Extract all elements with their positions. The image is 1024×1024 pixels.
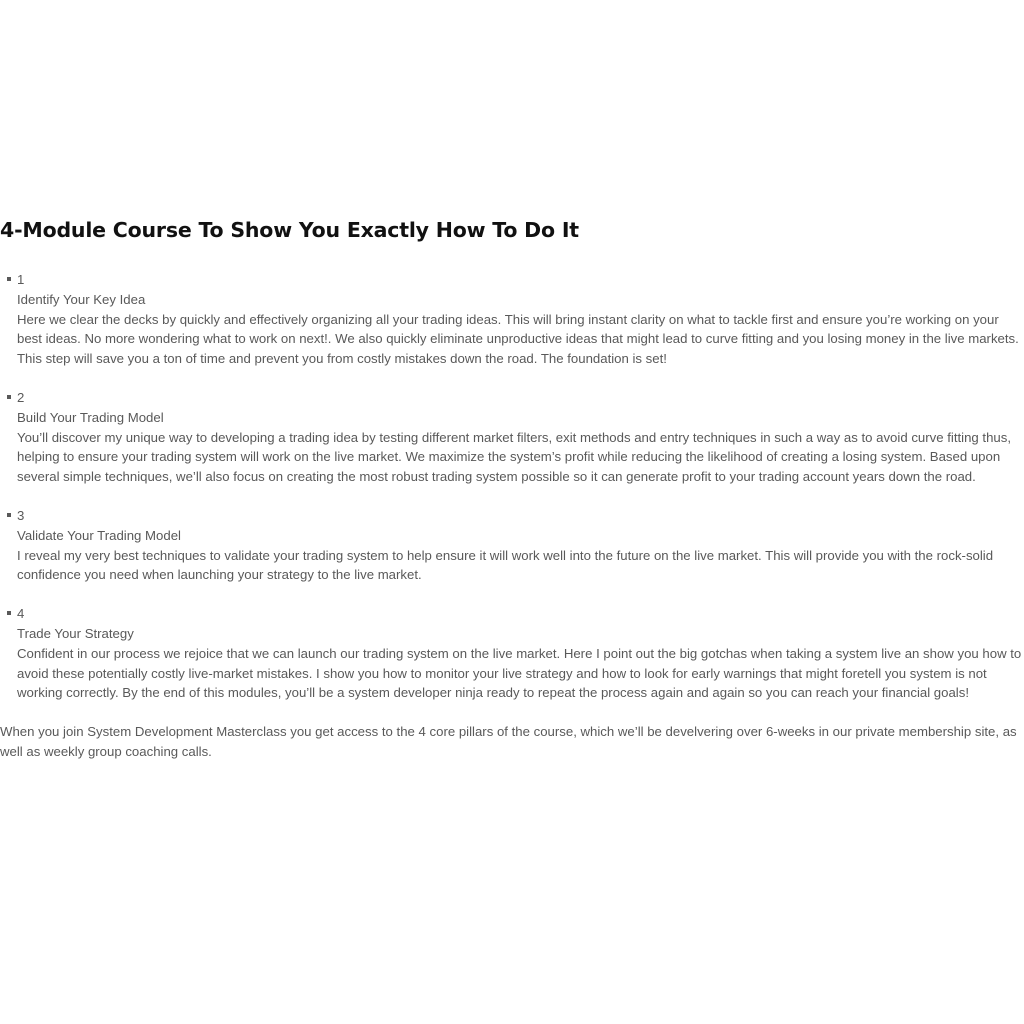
module-item-1 bbox=[0, 270, 1024, 369]
square-bullet-icon bbox=[7, 513, 11, 517]
section-heading: 4-Module Course To Show You Exactly How To Do It bbox=[0, 218, 579, 242]
module-number: 4 bbox=[17, 606, 25, 622]
module-number: 2 bbox=[17, 389, 25, 405]
module-title: Trade Your Strategy bbox=[17, 625, 134, 641]
square-bullet-icon bbox=[7, 395, 11, 399]
module-title: Identify Your Key Idea bbox=[17, 291, 146, 307]
module-item-2 bbox=[0, 388, 1024, 487]
closing-paragraph: When you join System Development Masterclass you get access to the 4 core pillars of the course, which we’ll be develvering over 6-weeks in our private membership site, as well as weekly group coaching calls. bbox=[0, 724, 1017, 759]
module-title: Validate Your Trading Model bbox=[17, 527, 181, 543]
module-list bbox=[0, 270, 1024, 703]
course-section bbox=[0, 214, 1024, 762]
square-bullet-icon bbox=[7, 611, 11, 615]
module-item-3 bbox=[0, 506, 1024, 585]
module-description: Confident in our process we rejoice that we can launch our trading system on the live market. Here I point out the big gotchas when taking a system live an show you how to avoid these potentially costly live-market mistakes. I show you how to monitor your live strategy and how to look for early warnings that might foretell you system is not working correctly. By the end of this modules, you’ll be a system developer ninja ready to repeat the process again and again so you can reach your financial goals! bbox=[17, 645, 1022, 701]
module-number: 1 bbox=[17, 272, 25, 287]
module-description: I reveal my very best techniques to validate your trading system to help ensure it will work well into the future on the live market. This will provide you with the rock-solid confidence you need when launching your strategy to the live market. bbox=[17, 547, 994, 583]
square-bullet-icon bbox=[7, 277, 11, 281]
module-number: 3 bbox=[17, 507, 25, 523]
module-description: Here we clear the decks by quickly and effectively organizing all your trading ideas. This will bring instant clarity on what to tackle first and ensure you’re working on your best ideas. No more wondering what to work on next!. We also quickly eliminate unproductive ideas that might lead to curve fitting and you losing money in the live markets. This step will save you a ton of time and prevent you from costly mistakes down the road. The foundation is set! bbox=[17, 311, 1019, 367]
module-title: Build Your Trading Model bbox=[17, 409, 164, 425]
module-description: You’ll discover my unique way to developing a trading idea by testing different market filters, exit methods and entry techniques in such a way as to avoid curve fitting thus, helping to ensure your trading system will work on the live market. We maximize the system’s profit while reducing the likelihood of creating a losing system. Based upon several simple techniques, we’ll also focus on creating the most robust trading system possible so it can generate profit to your trading account years down the road. bbox=[17, 429, 1012, 485]
module-item-4 bbox=[0, 604, 1024, 703]
